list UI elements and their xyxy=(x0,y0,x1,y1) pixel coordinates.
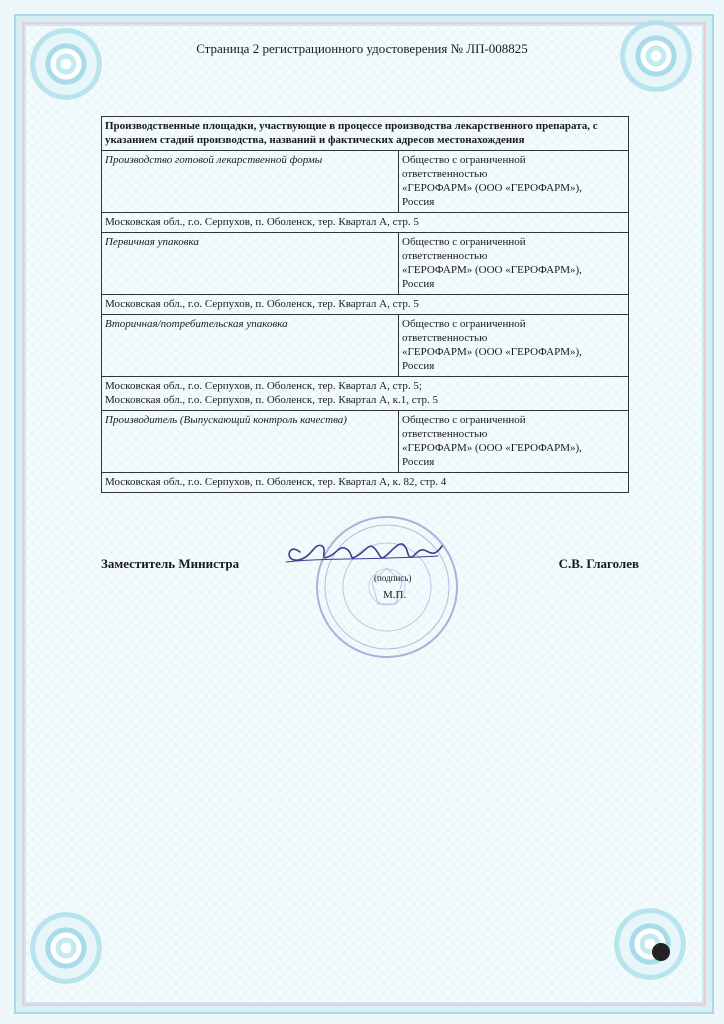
address-row xyxy=(102,377,629,411)
signer-name: С.В. Глаголев xyxy=(558,556,639,571)
rosette-ornament-icon xyxy=(614,908,686,980)
org-line: ответственностью xyxy=(402,428,488,440)
org-line: «ГЕРОФАРМ» (ООО «ГЕРОФАРМ»), xyxy=(402,442,582,454)
rosette-ornament-icon xyxy=(30,912,102,984)
address-cell xyxy=(102,473,629,493)
address-cell xyxy=(102,213,629,233)
org-line: Россия xyxy=(402,196,435,208)
org-line: ответственностью xyxy=(402,168,488,180)
org-line: ответственностью xyxy=(402,332,488,344)
table-header-row xyxy=(102,117,629,151)
signature-hint: (подпись) xyxy=(374,573,412,583)
table-row xyxy=(102,411,629,473)
org-line: Россия xyxy=(402,360,435,372)
signer-position: Заместитель Министра xyxy=(101,556,240,571)
org-line: Общество с ограниченной xyxy=(402,318,526,330)
org-line: Общество с ограниченной xyxy=(402,414,526,426)
address-row xyxy=(102,473,629,493)
punch-hole xyxy=(652,943,670,961)
organization-cell xyxy=(399,151,629,213)
org-line: «ГЕРОФАРМ» (ООО «ГЕРОФАРМ»), xyxy=(402,182,582,194)
stamp-place-label: М.П. xyxy=(383,589,407,601)
stage-cell: Первичная упаковка xyxy=(102,233,399,295)
address-row xyxy=(102,213,629,233)
organization-cell xyxy=(399,233,629,295)
address-line: Московская обл., г.о. Серпухов, п. Оболенск, тер. Квартал А, стр. 5 xyxy=(105,216,419,228)
table-row xyxy=(102,233,629,295)
organization-cell xyxy=(399,411,629,473)
production-sites-table xyxy=(101,116,629,493)
org-line: Общество с ограниченной xyxy=(402,236,526,248)
address-line: Московская обл., г.о. Серпухов, п. Оболенск, тер. Квартал А, стр. 5; xyxy=(105,380,422,392)
table-row xyxy=(102,315,629,377)
address-line: Московская обл., г.о. Серпухов, п. Оболенск, тер. Квартал А, стр. 5 xyxy=(105,298,419,310)
table-row xyxy=(102,151,629,213)
table-heading: Производственные площадки, участвующие в процессе производства лекарственного препарата, с указанием стадий производства, названий и фактических адресов местонахождения xyxy=(102,117,629,151)
stage-cell: Вторичная/потребительская упаковка xyxy=(102,315,399,377)
address-cell xyxy=(102,377,629,411)
org-line: Общество с ограниченной xyxy=(402,154,526,166)
organization-cell xyxy=(399,315,629,377)
org-line: «ГЕРОФАРМ» (ООО «ГЕРОФАРМ»), xyxy=(402,346,582,358)
rosette-ornament-icon xyxy=(30,28,102,100)
page-title: Страница 2 регистрационного удостоверения № ЛП-008825 xyxy=(196,41,528,56)
signature-block xyxy=(101,556,639,576)
address-row xyxy=(102,295,629,315)
org-line: ответственностью xyxy=(402,250,488,262)
address-line: Московская обл., г.о. Серпухов, п. Оболенск, тер. Квартал А, к. 82, стр. 4 xyxy=(105,476,447,488)
org-line: «ГЕРОФАРМ» (ООО «ГЕРОФАРМ»), xyxy=(402,264,582,276)
org-line: Россия xyxy=(402,456,435,468)
address-cell xyxy=(102,295,629,315)
address-line: Московская обл., г.о. Серпухов, п. Оболенск, тер. Квартал А, к.1, стр. 5 xyxy=(105,394,439,406)
org-line: Россия xyxy=(402,278,435,290)
stage-cell: Производство готовой лекарственной формы xyxy=(102,151,399,213)
stage-cell: Производитель (Выпускающий контроль качества) xyxy=(102,411,399,473)
